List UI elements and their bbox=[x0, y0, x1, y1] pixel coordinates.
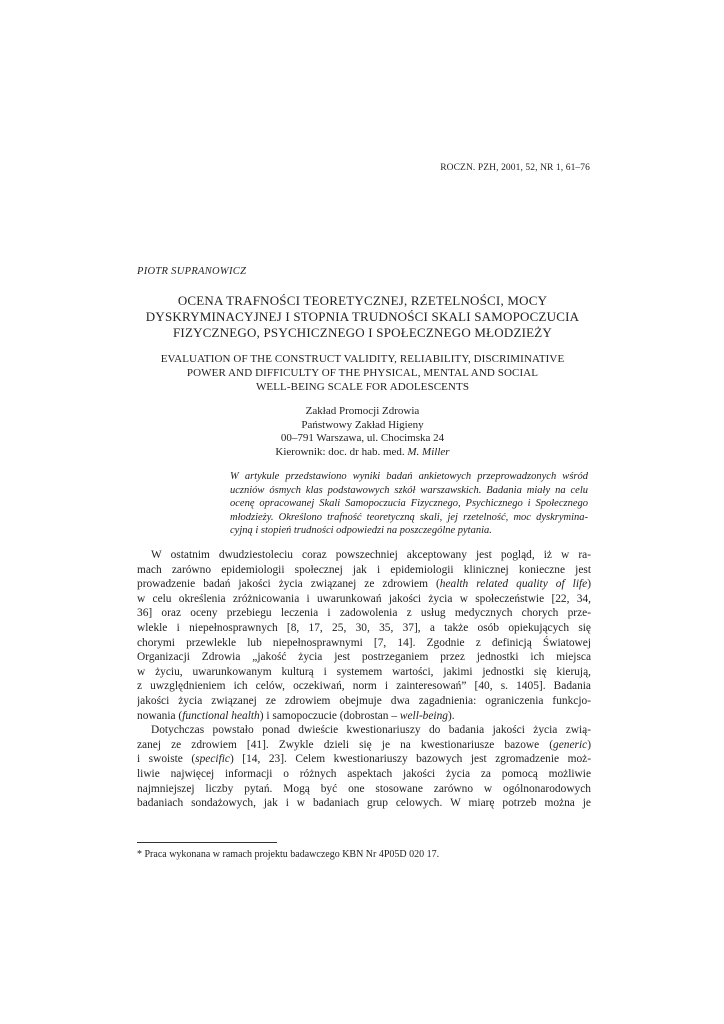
text-run: ) [14, 23]. Celem kwestionariuszy bazowych jest zgromadzenie moż- bbox=[229, 753, 591, 766]
body-line: Organizacji Zdrowia „jakość życia jest postrzeganiem przez jednostki ich miejsca bbox=[137, 651, 591, 664]
running-head: ROCZN. PZH, 2001, 52, NR 1, 61–76 bbox=[440, 163, 590, 173]
emphasis: specific bbox=[195, 753, 230, 766]
abstract-line: W artykule przedstawiono wyniki badań ankietowych przeprowadzonych wśród bbox=[230, 471, 588, 482]
emphasis: functional health bbox=[182, 709, 260, 722]
text-run: prowadzenie badań jakości życia związanej ze zdrowiem ( bbox=[137, 578, 440, 591]
affiliation-line: 00–791 Warszawa, ul. Chocimska 24 bbox=[280, 432, 445, 444]
emphasis: health related quality of life bbox=[439, 578, 588, 591]
supervisor-label: Kierownik: doc. dr hab. med. bbox=[275, 445, 405, 458]
body-line: 36] oraz oceny przebiegu leczenia i zadowolenia z usług medycznych chorych prze- bbox=[137, 607, 591, 620]
title-polish-line: DYSKRYMINACYJNEJ I STOPNIA TRUDNOŚCI SKALI SAMOPOCZUCIA bbox=[145, 309, 580, 324]
title-polish-line: FIZYCZNEGO, PSYCHICZNEGO I SPOŁECZNEGO MŁODZIEŻY bbox=[172, 325, 552, 340]
abstract-line: uczniów ósmych klas podstawowych szkół warszawskich. Badania miały na celu bbox=[230, 484, 588, 496]
text-run: zanej ze zdrowiem [41]. Zwykle dzieli się je na kwestionariusze bazowe ( bbox=[137, 738, 554, 751]
body-line: chorymi przewlekle lub niepełnosprawnymi [7, 14]. Zgodnie z definicją Światowej bbox=[137, 636, 591, 649]
text-run: ) bbox=[587, 578, 591, 591]
body-line: W ostatnim dwudziestoleciu coraz powszechniej akceptowany jest pogląd, iż w ra- bbox=[151, 549, 591, 561]
text-run: ) i samopoczucie (dobrostan – bbox=[259, 709, 400, 722]
emphasis: generic bbox=[553, 738, 588, 751]
title-english bbox=[110, 352, 615, 394]
title-polish-line: OCENA TRAFNOŚCI TEORETYCZNEJ, RZETELNOŚCI, MOCY bbox=[177, 293, 548, 308]
body-line: najmniejszej liczby pytań. Mogą być one stosowane zarówno w ogólnonarodowych bbox=[137, 782, 591, 795]
author-name: PIOTR SUPRANOWICZ bbox=[137, 266, 247, 277]
body-line: wlekle i niepełnosprawnych [8, 17, 25, 30, 35, 37], a także osób opiekujących się bbox=[137, 621, 591, 634]
affiliation bbox=[200, 405, 525, 459]
text-run: ). bbox=[447, 709, 455, 722]
body-line: mach zarówno epidemiologii społecznej jak i epidemiologii klinicznej konieczne jest bbox=[137, 563, 591, 576]
body-text bbox=[137, 548, 591, 811]
text-run: i swoiste ( bbox=[137, 753, 196, 766]
body-line: jakości życia związanej ze zdrowiem obejmuje dwa zagadnienia: ograniczenia funkcjo- bbox=[137, 694, 591, 707]
supervisor-name: M. Miller bbox=[407, 445, 450, 458]
title-english-line: EVALUATION OF THE CONSTRUCT VALIDITY, RELIABILITY, DISCRIMINATIVE bbox=[160, 353, 565, 365]
body-line: w celu określenia zróżnicowania i uwarunkowań jakości życia w społeczeństwie [22, 34, bbox=[137, 592, 591, 605]
body-line: w życiu, uwarunkowanym kulturą i systemem wartości, jakimi jednostki się kierują, bbox=[137, 665, 591, 678]
body-line: z uwzględnieniem ich celów, oczekiwań, norm i zainteresowań” [40, s. 1405]. Badania bbox=[137, 680, 591, 693]
body-line: liwie najwięcej informacji o różnych aspektach jakości życia za pomocą możliwie bbox=[137, 767, 591, 780]
title-polish bbox=[110, 293, 615, 341]
abstract-line: cyjną i stopień trudności odpowiedzi na poszczególne pytania. bbox=[230, 525, 492, 537]
affiliation-line: Państwowy Zakład Higieny bbox=[301, 418, 424, 431]
body-line bbox=[137, 738, 591, 753]
footnote-rule bbox=[137, 842, 277, 843]
text-run: ) bbox=[587, 738, 591, 751]
body-line bbox=[137, 752, 591, 767]
title-english-line: WELL-BEING SCALE FOR ADOLESCENTS bbox=[255, 381, 470, 393]
abstract-line: młodzieży. Określono trafność teoretyczną skali, jej rzetelność, moc dyskrymina- bbox=[230, 511, 588, 523]
title-english-line: POWER AND DIFFICULTY OF THE PHYSICAL, MENTAL AND SOCIAL bbox=[186, 367, 539, 379]
abstract-line: ocenę opracowanej Skali Samopoczucia Fizycznego, Psychicznego i Społecznego bbox=[230, 498, 588, 510]
abstract bbox=[230, 470, 588, 538]
emphasis: well-being bbox=[399, 709, 448, 722]
body-line bbox=[137, 577, 591, 592]
body-line: Dotychczas powstało ponad dwieście kwestionariuszy do badania jakości życia zwią- bbox=[151, 724, 591, 737]
text-run: nowania ( bbox=[137, 709, 183, 722]
affiliation-line bbox=[200, 446, 525, 460]
body-line: badaniach sondażowych, jak i w badaniach grup celowych. W miarę potrzeb można je bbox=[137, 797, 591, 810]
body-line bbox=[137, 709, 591, 724]
affiliation-line: Zakład Promocji Zdrowia bbox=[305, 405, 420, 417]
footnote: * Praca wykonana w ramach projektu badawczego KBN Nr 4P05D 020 17. bbox=[137, 849, 440, 860]
